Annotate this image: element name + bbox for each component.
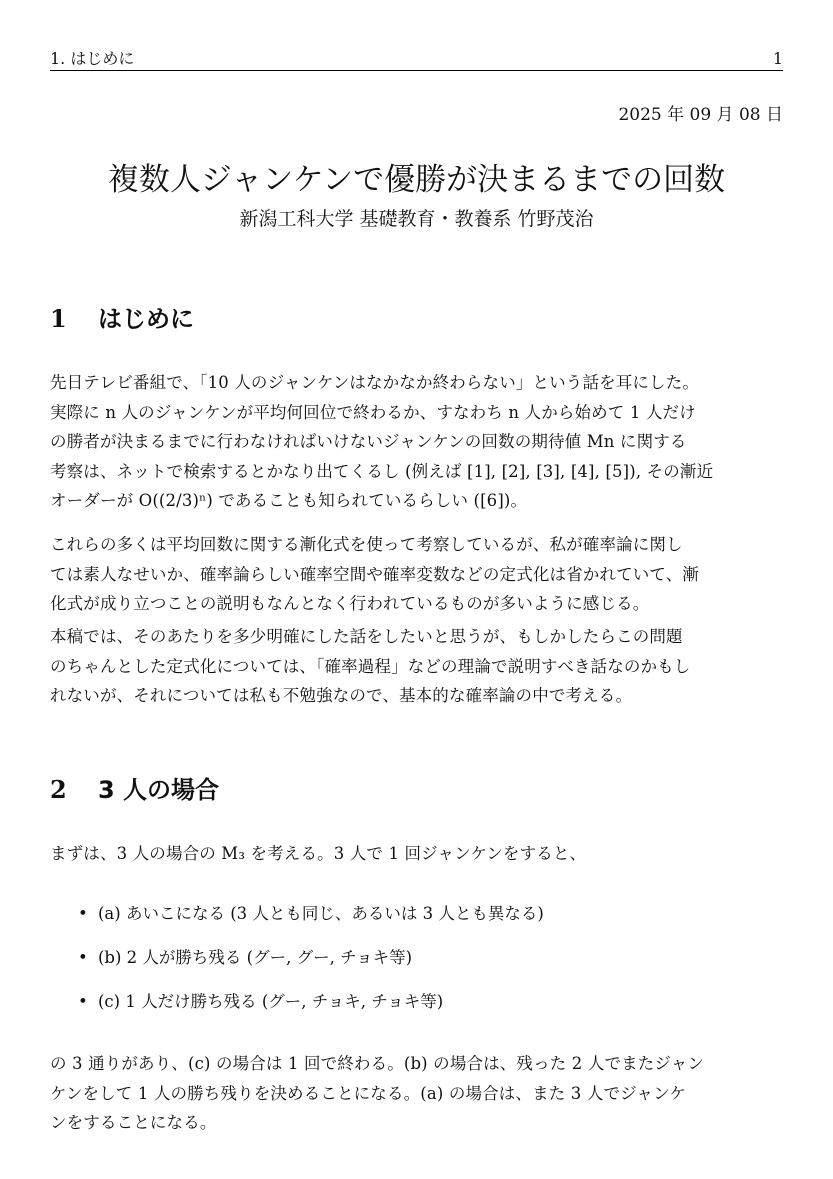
- case-list: [50, 899, 783, 1031]
- paragraph-line: れないが、それについては私も不勉強なので、基本的な確率論の中で考える。: [50, 686, 633, 705]
- section-title: はじめに: [98, 305, 194, 333]
- bullet-icon: •: [78, 948, 88, 967]
- paragraph-line: の勝者が決まるまでに行わなければいけないジャンケンの回数の期待値 Mn に関する: [50, 432, 687, 451]
- list-item-text: (c) 1 人だけ勝ち残る (グー, チョキ, チョキ等): [98, 992, 444, 1011]
- paragraph-line: ンをすることになる。: [50, 1113, 217, 1132]
- list-item: [50, 943, 783, 987]
- section-heading-2: [50, 775, 219, 805]
- bullet-icon: •: [78, 904, 88, 923]
- paragraph-line: 先日テレビ番組で、「10 人のジャンケンはなかなか終わらない」という話を耳にした。: [50, 373, 699, 392]
- paragraph: [50, 368, 783, 516]
- paragraph-line: ては素人なせいか、確率論らしい確率空間や確率変数などの定式化は省かれていて、漸: [50, 564, 700, 584]
- document-date: 2025 年 09 月 08 日: [618, 105, 783, 125]
- list-item-text: (a) あいこになる (3 人とも同じ、あるいは 3 人とも異なる): [98, 904, 544, 923]
- bullet-icon: •: [78, 992, 88, 1011]
- list-item: [50, 987, 783, 1031]
- page-number: 1: [772, 49, 783, 68]
- paragraph-line: 実際に n 人のジャンケンが平均何回位で終わるか、すなわち n 人から始めて 1 人だけ: [50, 402, 696, 422]
- list-item-text: (b) 2 人が勝ち残る (グー, グー, チョキ等): [98, 948, 413, 967]
- list-item: [50, 899, 783, 943]
- paragraph-line: ケンをして 1 人の勝ち残りを決めることになる。(a) の場合は、また 3 人でジャンケ: [50, 1083, 687, 1103]
- section-number: 2: [50, 775, 67, 804]
- paragraph-line: 化式が成り立つことの説明もなんとなく行われているものが多いように感じる。: [50, 594, 650, 613]
- paragraph: [50, 839, 783, 869]
- paragraph-line: の 3 通りがあり、(c) の場合は 1 回で終わる。(b) の場合は、残った 2 人でまたジャン: [50, 1054, 705, 1073]
- paragraph: [50, 1049, 783, 1138]
- paragraph-line: これらの多くは平均回数に関する漸化式を使って考察しているが、私が確率論に関し: [50, 535, 683, 554]
- author-line: 新潟工科大学 基礎教育・教養系 竹野茂治: [239, 208, 594, 230]
- paragraph: [50, 622, 783, 711]
- running-header: [50, 48, 783, 71]
- section-heading-1: [50, 304, 194, 334]
- paragraph-line: 本稿では、そのあたりを多少明確にした話をしたいと思うが、もしかしたらこの問題: [50, 627, 683, 646]
- paragraph: [50, 530, 783, 619]
- section-title: 3 人の場合: [98, 776, 220, 804]
- paragraph-line: 考察は、ネットで検索するとかなり出てくるし (例えば [1], [2], [3], [4], [5]), その漸近: [50, 461, 714, 481]
- paragraph-line: のちゃんとした定式化については、「確率過程」などの理論で説明すべき話なのかもし: [50, 656, 691, 676]
- running-title: 1. はじめに: [50, 49, 135, 68]
- paragraph-line: まずは、3 人の場合の M₃ を考える。3 人で 1 回ジャンケンをすると、: [50, 844, 587, 863]
- paper-title: 複数人ジャンケンで優勝が決まるまでの回数: [107, 162, 726, 198]
- paragraph-line: オーダーが O((2/3)ⁿ) であることも知られているらしい ([6])。: [50, 491, 528, 510]
- section-number: 1: [50, 304, 67, 333]
